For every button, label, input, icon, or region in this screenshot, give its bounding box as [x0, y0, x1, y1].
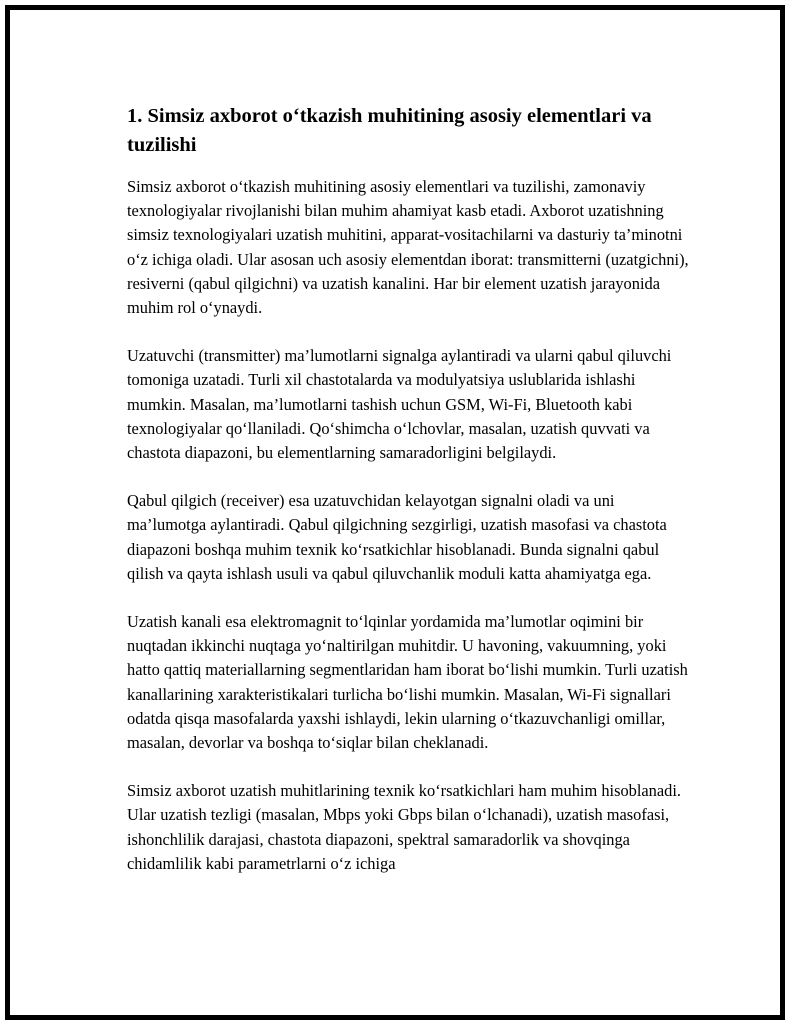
paragraph-3: Qabul qilgich (receiver) esa uzatuvchidan kelayotgan signalni oladi va uni ma’lumotga aylantiradi. Qabul qilgichning sezgirligi, uzatish masofasi va chastota diapazoni boshqa muhim texnik ko‘rsatkichlar hisoblanadi. Bunda signalni qabul qilish va qayta ishlash usuli va qabul qiluvchanlik moduli katta ahamiyatga ega.: [127, 491, 667, 583]
paragraph-4: Uzatish kanali esa elektromagnit to‘lqinlar yordamida ma’lumotlar oqimini bir nuqtadan ikkinchi nuqtaga yo‘naltirilgan muhitdir. U havoning, vakuumning, yoki hatto qattiq materiallarning segmentlaridan ham iborat bo‘lishi mumkin. Turli uzatish kanallarining xarakteristikalari turlicha bo‘lishi mumkin. Masalan, Wi-Fi signallari odatda qisqa masofalarda yaxshi ishlaydi, lekin ularning o‘tkazuvchanligi omillar, masalan, devorlar va boshqa to‘siqlar bilan cheklanadi.: [127, 612, 688, 753]
page-frame: [5, 5, 785, 1020]
paragraph-5: Simsiz axborot uzatish muhitlarining texnik ko‘rsatkichlari ham muhim hisoblanadi. Ular uzatish tezligi (masalan, Mbps yoki Gbps bilan o‘lchanadi), uzatish masofasi, ishonchlilik darajasi, chastota diapazoni, spektral samaradorlik va shovqinga chidamlilik kabi parametrlarni o‘z ichiga: [127, 781, 682, 873]
paragraph-1: Simsiz axborot o‘tkazish muhitining asosiy elementlari va tuzilishi, zamonaviy texnologiyalar rivojlanishi bilan muhim ahamiyat kasb etadi. Axborot uzatishning simsiz texnologiyalari uzatish muhitini, apparat-vositachilarni va dasturiy ta’minotni o‘z ichiga oladi. Ular asosan uch asosiy elementdan iborat: transmitterni (uzatgichni), resiverni (qabul qilgichni) va uzatish kanalini. Har bir element uzatish jarayonida muhim rol o‘ynaydi.: [127, 177, 689, 318]
paragraph-2: Uzatuvchi (transmitter) ma’lumotlarni signalga aylantiradi va ularni qabul qiluvchi tomoniga uzatadi. Turli xil chastotalarda va modulyatsiya uslublarida ishlashi mumkin. Masalan, ma’lumotlarni tashish uchun GSM, Wi-Fi, Bluetooth kabi texnologiyalar qo‘llaniladi. Qo‘shimcha o‘lchovlar, masalan, uzatish quvvati va chastota diapazoni, bu elementlarning samaradorligini belgilaydi.: [127, 346, 672, 463]
section-heading: 1. Simsiz axborot o‘tkazish muhitining asosiy elementlari va tuzilishi: [127, 105, 652, 156]
document-body: [127, 102, 697, 900]
